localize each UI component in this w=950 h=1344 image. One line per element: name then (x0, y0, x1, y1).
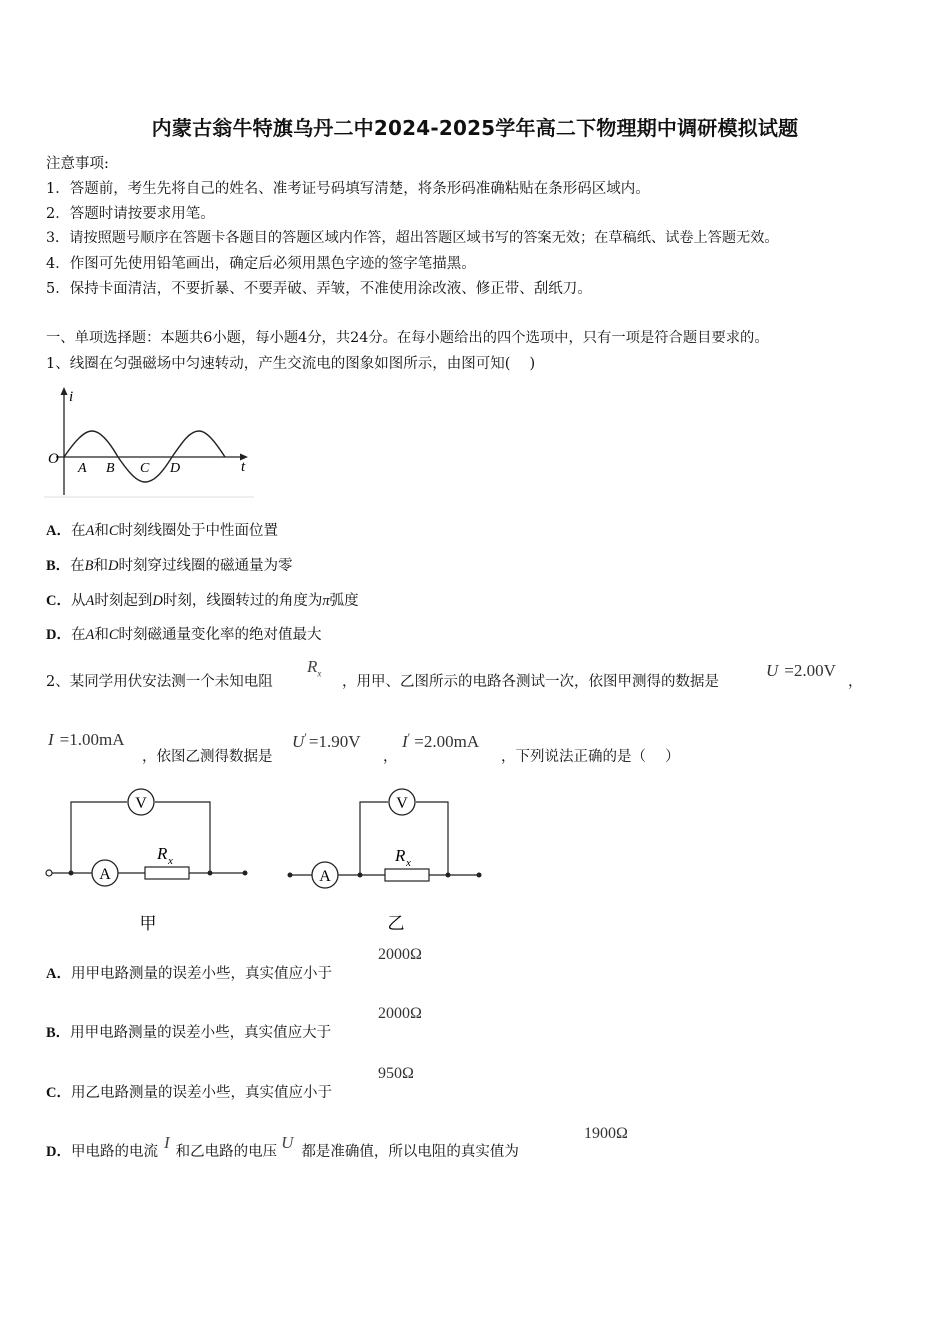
option-text: 在 (70, 558, 85, 574)
option-text: 用乙电路测量的误差小些，真实值应小于 (70, 1085, 332, 1101)
i1-value: =1.00mA (59, 730, 125, 749)
q2-option-c[interactable] (46, 1081, 332, 1102)
i2-symbol: I (402, 732, 408, 751)
i2-value: =2.00mA (414, 732, 480, 751)
q2-stem-a: 2、某同学用伏安法测一个未知电阻 (46, 674, 273, 690)
circuit-yi-label: 乙 (387, 914, 405, 933)
q2-i2 (402, 730, 479, 752)
q2-option-b-value: 2000Ω (378, 1005, 422, 1022)
option-var: A (85, 627, 95, 643)
option-var: C (108, 627, 119, 643)
option-letter: B． (46, 1025, 71, 1041)
q2-option-b[interactable] (46, 1021, 331, 1042)
resistor-sub: x (168, 855, 173, 867)
i-axis-arrow (61, 387, 68, 395)
option-letter: B． (46, 558, 71, 574)
option-var: A (85, 593, 95, 609)
option-text: 在 (70, 627, 86, 643)
circuit-jia (46, 789, 248, 933)
notice-item-3: 3．请按照题号顺序在答题卡各题目的答题区域内作答，超出答题区域书写的答案无效；在草稿纸、试卷上答题无效。 (46, 230, 779, 246)
option-text: 都是准确值，所以电阻的真实值为 (301, 1144, 519, 1160)
option-text: 和 (94, 627, 109, 643)
resistor-label: R (395, 846, 406, 865)
q1-sine-graph (44, 385, 258, 501)
q2-option-c-value: 950Ω (378, 1065, 414, 1082)
q2-stem-b: ，用甲、乙图所示的电路各测试一次，依图甲测得的数据是 (342, 674, 719, 690)
point-d-label: D (170, 461, 181, 476)
option-text: 在 (70, 523, 86, 539)
point-b-label: B (106, 461, 115, 476)
rx-main: R (307, 657, 318, 676)
q2-option-a-value: 2000Ω (378, 946, 422, 963)
option-text: 从 (70, 593, 86, 609)
i1-symbol: I (48, 730, 54, 749)
option-var: I (163, 1133, 170, 1152)
option-var: A (85, 523, 95, 539)
ammeter-label: A (99, 866, 111, 883)
terminal (477, 873, 482, 878)
circuit-yi (288, 789, 482, 933)
u1-symbol: U (766, 661, 779, 680)
i-axis-label: i (69, 389, 74, 405)
option-text: 甲电路的电流 (70, 1144, 158, 1160)
junction (208, 871, 213, 876)
q2-u1 (766, 661, 836, 681)
q1-option-a[interactable] (46, 519, 278, 540)
q2-u2 (292, 730, 361, 752)
q2-rx-symbol (307, 657, 321, 678)
option-var: D (108, 558, 119, 574)
option-letter: D． (46, 627, 71, 643)
q2-i1 (48, 730, 125, 750)
notice-item-4: 4．作图可先使用铅笔画出，确定后必须用黑色字迹的签字笔描黑。 (46, 256, 476, 272)
option-letter: D． (46, 1144, 71, 1160)
option-letter: A． (46, 966, 71, 982)
notice-item-5: 5．保持卡面清洁，不要折暴、不要弄破、弄皱，不准使用涂改液、修正带、刮纸刀。 (46, 281, 592, 297)
option-text: 时刻，线圈转过的角度为 (162, 593, 323, 609)
u2-symbol: U (292, 732, 305, 751)
option-letter: A． (46, 523, 71, 539)
q1-option-c[interactable] (46, 589, 359, 610)
option-text: 时刻磁通量变化率的绝对值最大 (118, 627, 322, 643)
option-text: 用甲电路测量的误差小些，真实值应小于 (70, 966, 332, 982)
q2-option-d[interactable] (46, 1133, 519, 1161)
resistor-sub: x (406, 857, 411, 869)
point-a-label: A (78, 461, 87, 476)
option-letter: C． (46, 1085, 71, 1101)
terminal (288, 873, 293, 878)
option-letter: C． (46, 593, 71, 609)
option-var: D (152, 593, 163, 609)
circuit-jia-label: 甲 (139, 914, 157, 933)
q2-comma-1: ， (848, 674, 863, 690)
rx-sub: x (317, 668, 322, 679)
q2-option-a[interactable] (46, 962, 332, 983)
q2-stem-c: ，依图乙测得数据是 (142, 749, 273, 765)
t-axis-label: t (241, 459, 246, 475)
option-text: 时刻穿过线圈的磁通量为零 (118, 558, 293, 574)
option-text: 用甲电路测量的误差小些，真实值应大于 (70, 1025, 332, 1041)
voltmeter-label: V (135, 795, 147, 812)
option-text: 和 (93, 558, 109, 574)
q2-circuits-figure (40, 785, 490, 940)
option-text: 和乙电路的电压 (175, 1144, 278, 1160)
page-title: 内蒙古翁牛特旗乌丹二中2024-2025学年高二下物理期中调研模拟试题 (151, 116, 799, 140)
resistor-rx (385, 869, 429, 881)
q2-comma-2: ， (383, 749, 398, 765)
junction (358, 873, 363, 878)
option-var: B (84, 558, 94, 574)
q1-option-b[interactable] (46, 554, 293, 575)
option-text: 弧度 (329, 593, 359, 609)
q1-stem: 1、线圈在匀强磁场中匀速转动，产生交流电的图象如图所示，由图可知( ) (46, 356, 536, 372)
resistor-label: R (157, 844, 168, 863)
terminal (46, 870, 52, 876)
voltmeter-label: V (396, 795, 408, 812)
u1-value: =2.00V (784, 661, 836, 680)
u2-prime: ′ (304, 730, 307, 744)
option-var: U (281, 1133, 294, 1152)
terminal (243, 871, 248, 876)
option-text: 和 (94, 523, 109, 539)
option-text: 时刻线圈处于中性面位置 (118, 523, 279, 539)
i2-prime: ′ (407, 730, 411, 744)
junction (446, 873, 451, 878)
ammeter-label: A (319, 868, 331, 885)
section-heading: 一、单项选择题：本题共6小题，每小题4分，共24分。在每小题给出的四个选项中，只有一项是符合题目要求的。 (46, 330, 769, 346)
q2-stem-d: ，下列说法正确的是（ ） (501, 749, 680, 765)
option-text: 时刻起到 (94, 593, 153, 609)
notice-item-2: 2．答题时请按要求用笔。 (46, 206, 215, 222)
point-c-label: C (140, 461, 150, 476)
origin-label: O (48, 451, 59, 467)
q2-option-d-value: 1900Ω (584, 1125, 628, 1142)
option-var: π (322, 593, 330, 609)
u2-value: =1.90V (308, 732, 361, 751)
notice-heading: 注意事项: (46, 156, 109, 172)
q1-option-d[interactable] (46, 623, 322, 644)
junction (69, 871, 74, 876)
resistor-rx (145, 867, 189, 879)
option-var: C (108, 523, 119, 539)
notice-item-1: 1．答题前，考生先将自己的姓名、准考证号码填写清楚，将条形码准确粘贴在条形码区域内。 (46, 181, 650, 197)
